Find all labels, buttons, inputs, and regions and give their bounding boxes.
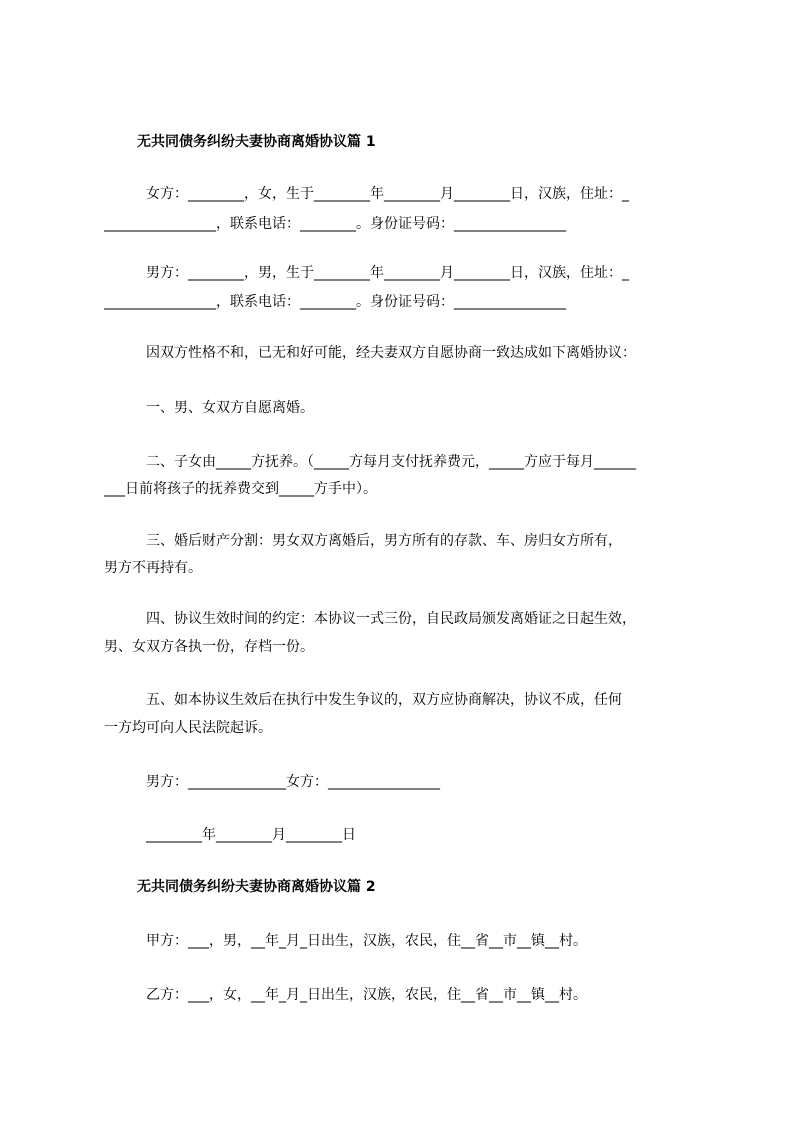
- clause-5-line-1: 五、如本协议生效后在执行中发生争议的，双方应协商解决，协议不成，任何: [146, 692, 622, 708]
- clause-1: 一、男、女双方自愿离婚。: [146, 400, 314, 416]
- section-heading-1: 无共同债务纠纷夫妻协商离婚协议篇 1: [137, 134, 376, 150]
- female-info-line-2: ________________，联系电话：________。身份证号码：________________: [104, 216, 566, 232]
- signature-line: 男方：______________女方：________________: [146, 774, 440, 790]
- clause-3-line-1: 三、婚后财产分割：男女双方离婚后，男方所有的存款、车、房归女方所有，: [146, 533, 622, 549]
- female-info-line-1: 女方：________，女，生于________年________月________日，汉族，住址：_: [146, 186, 629, 202]
- intro-paragraph: 因双方性格不和，已无和好可能，经夫妻双方自愿协商一致达成如下离婚协议：: [146, 345, 636, 361]
- clause-2-line-2: ___日前将孩子的抚养费交到_____方手中）。: [104, 481, 377, 497]
- clause-3-line-2: 男方不再持有。: [104, 560, 202, 576]
- clause-2-line-1: 二、子女由_____方抚养。（_____方每月支付抚养费元，_____方应于每月______: [146, 454, 636, 470]
- male-info-line-1: 男方：________，男，生于________年________月________日，汉族，住址：_: [146, 265, 629, 281]
- male-info-line-2: ________________，联系电话：________。身份证号码：________________: [104, 294, 566, 310]
- clause-5-line-2: 一方均可向人民法院起诉。: [104, 720, 272, 736]
- date-line: ________年________月________日: [146, 827, 356, 843]
- clause-4-line-2: 男、女双方各执一份，存档一份。: [104, 639, 314, 655]
- section-heading-2: 无共同债务纠纷夫妻协商离婚协议篇 2: [137, 879, 376, 895]
- party-a-line: 甲方：___，男，__年_月_日出生，汉族，农民，住__省__市__镇__村。: [146, 933, 587, 949]
- party-b-line: 乙方：___，女，__年_月_日出生，汉族，农民，住__省__市__镇__村。: [146, 987, 587, 1003]
- clause-4-line-1: 四、协议生效时间的约定：本协议一式三份，自民政局颁发离婚证之日起生效，: [146, 611, 636, 627]
